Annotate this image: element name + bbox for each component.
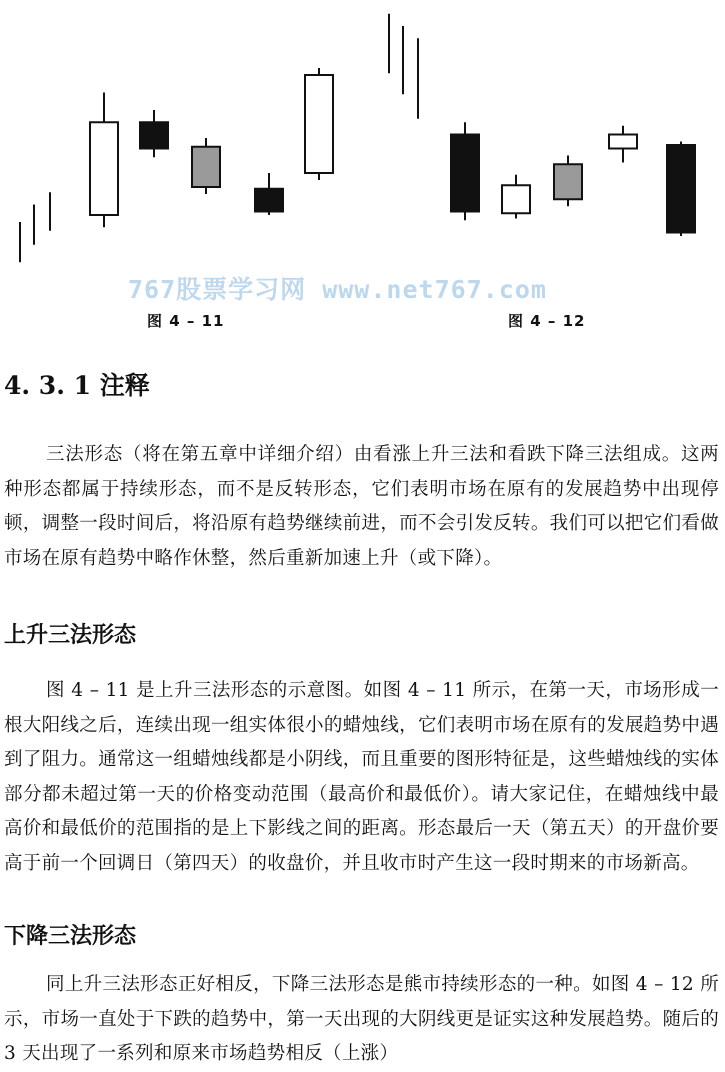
rising-three-paragraph: 图 4 – 11 是上升三法形态的示意图。如图 4 – 11 所示，在第一天，市场形成一根大阳线之后，连续出现一组实体很小的蜡烛线，它们表明市场在原有的发展趋势中遇到了阻力。通常这一组蜡烛线都是小阴线，而且重要的图形特征是，这些蜡烛线的实体部分都未超过第一天的价格变动范围（最高价和最低价）。请大家记住，在蜡烛线中最高价和最低价的范围指的是上下影线之间的距离。形态最后一天（第五天）的开盘价要高于前一个回调日（第四天）的收盘价，并且收市时产生这一段时期来的市场新高。 <box>4 680 719 874</box>
candle-body <box>554 164 582 199</box>
rising-three-heading: 上升三法形态 <box>4 623 137 648</box>
candle-8 <box>667 142 695 237</box>
watermark: 767股票学习网 www.net767.com <box>128 275 547 304</box>
candle-body <box>667 145 695 233</box>
figure-caption-4-12: 图 4 – 12 <box>508 312 586 330</box>
candle-5 <box>502 175 530 219</box>
candle-body <box>609 135 637 149</box>
falling-three-paragraph: 同上升三法形态正好相反，下降三法形态是熊市持续形态的一种。如图 4 – 12 所示，市场一直处于下跌的趋势中，第一天出现的大阴线更是证实这种发展趋势。随后的 3 天出现了一系列和原来市场趋势相反（上涨） <box>4 974 719 1064</box>
intro-paragraph: 三法形态（将在第五章中详细介绍）由看涨上升三法和看跌下降三法组成。这两种形态都属于持续形态，而不是反转形态，它们表明市场在原有的发展趋势中出现停顿，调整一段时间后，将沿原有趋势继续前进，而不会引发反转。我们可以把它们看做市场在原有趋势中略作休整，然后重新加速上升（或下降）。 <box>4 444 719 569</box>
falling-three-heading: 下降三法形态 <box>4 924 137 949</box>
candle-body <box>451 135 479 212</box>
figure-caption-4-11: 图 4 – 11 <box>147 312 225 330</box>
candle-7 <box>609 126 637 163</box>
candle-body <box>502 185 530 213</box>
section-title: 4. 3. 1 注释 <box>4 371 150 400</box>
candle-6 <box>554 156 582 207</box>
figure-4-12-chart <box>0 0 725 300</box>
candle-4 <box>451 122 479 220</box>
candlestick-figures <box>0 0 725 340</box>
